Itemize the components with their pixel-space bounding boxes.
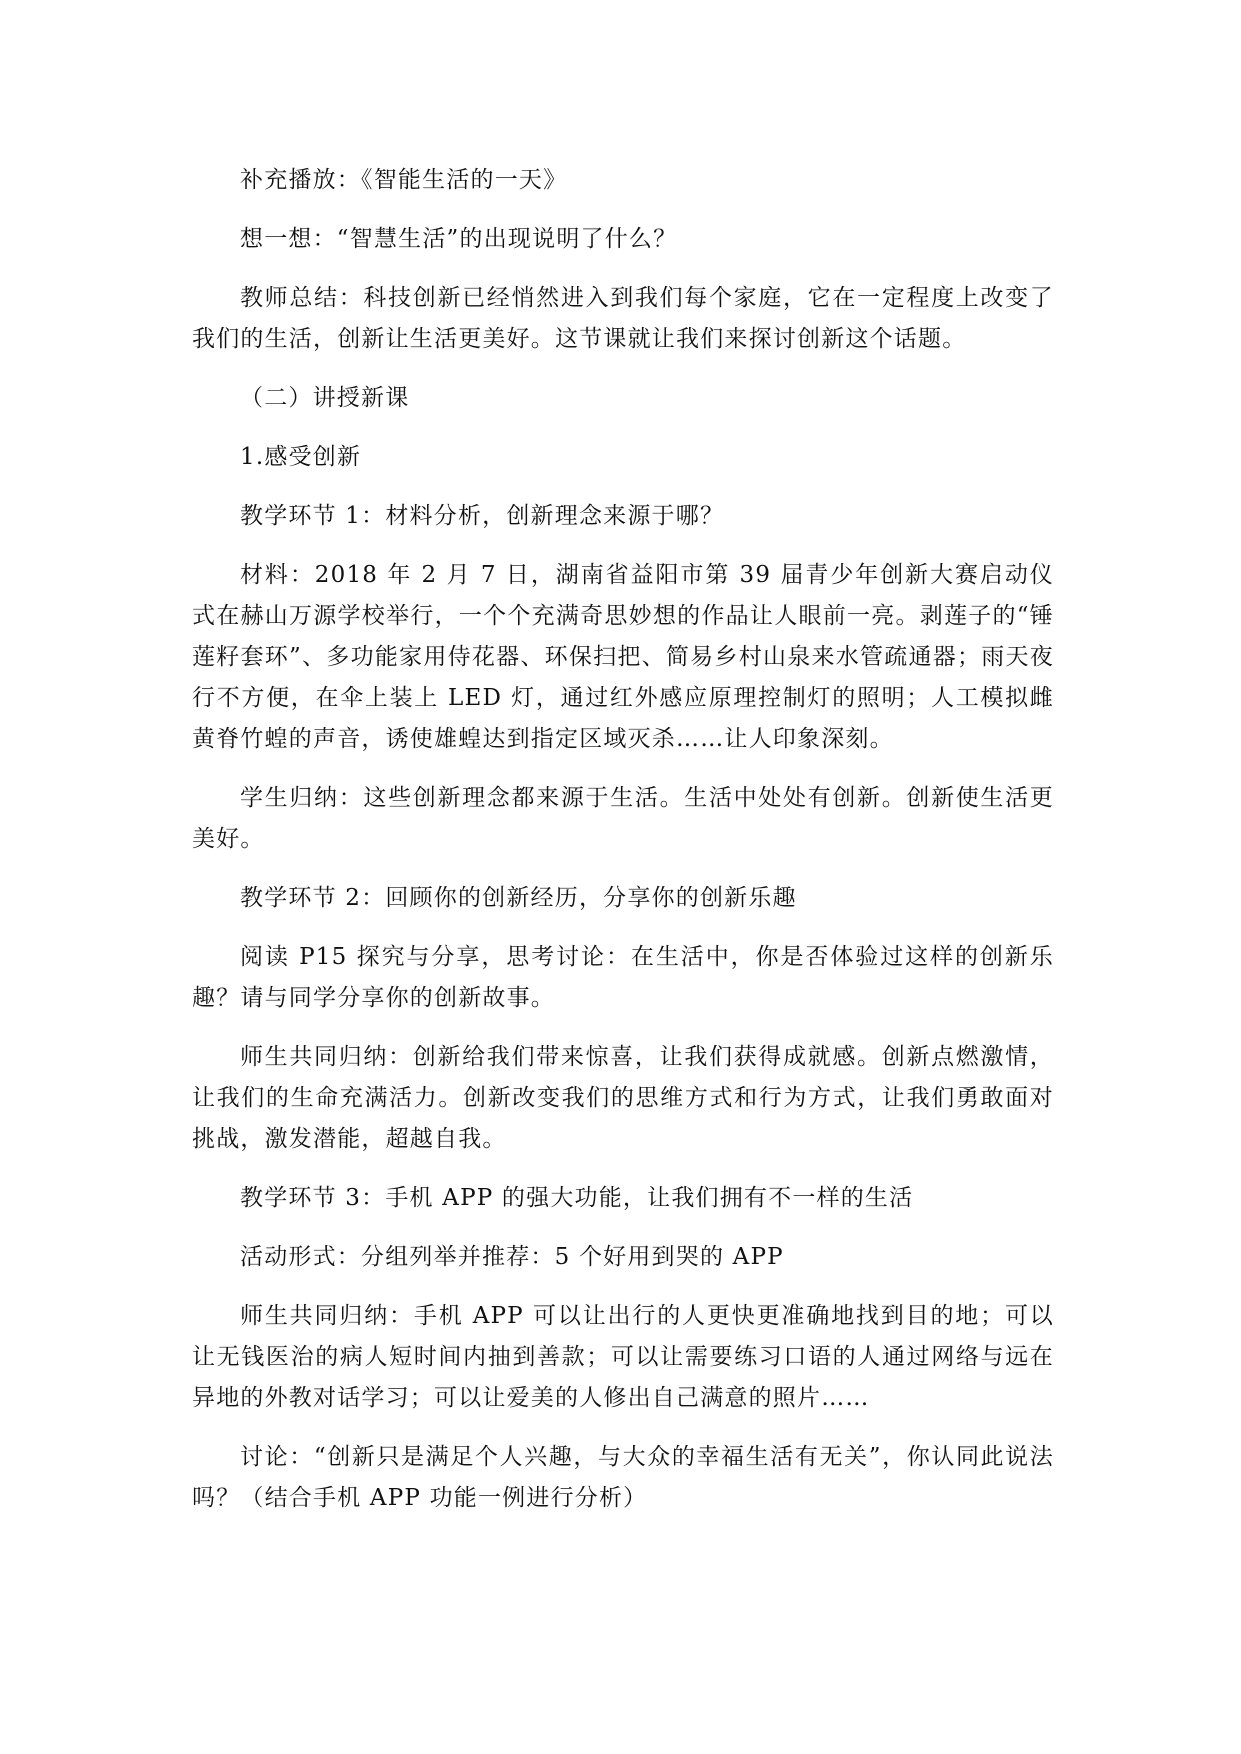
paragraph-reading: 阅读 P15 探究与分享，思考讨论：在生活中，你是否体验过这样的创新乐趣？请与同学分享你的创新故事。 [192, 944, 1054, 1011]
section-heading: （二）讲授新课 [240, 385, 410, 411]
paragraph-think: 想一想：“智慧生活”的出现说明了什么？ [240, 226, 678, 252]
paragraph-step-1: 教学环节 1：材料分析，创新理念来源于哪？ [240, 503, 725, 529]
paragraph-discussion: 讨论：“创新只是满足个人兴趣，与大众的幸福生活有无关”，你认同此说法吗？（结合手机 APP 功能一例进行分析） [192, 1444, 1054, 1511]
paragraph-material: 材料：2018 年 2 月 7 日，湖南省益阳市第 39 届青少年创新大赛启动仪式在赫山万源学校举行，一个个充满奇思妙想的作品让人眼前一亮。剥莲子的“锤莲籽套环”、多功能家用侍花器、环保扫把、简易乡村山泉来水管疏通器；雨天夜行不方便，在伞上装上 LED 灯，通过红外感应原理控制灯的照明；人工模拟雌黄脊竹蝗的声音，诱使雄蝗达到指定区域灭杀……让人印象深刻。 [192, 562, 1054, 752]
paragraph-step-3: 教学环节 3：手机 APP 的强大功能，让我们拥有不一样的生活 [240, 1185, 914, 1211]
paragraph-joint-summary-1: 师生共同归纳：创新给我们带来惊喜，让我们获得成就感。创新点燃激情，让我们的生命充满活力。创新改变我们的思维方式和行为方式，让我们勇敢面对挑战，激发潜能，超越自我。 [192, 1044, 1054, 1152]
paragraph-step-2: 教学环节 2：回顾你的创新经历，分享你的创新乐趣 [240, 885, 797, 911]
paragraph-teacher-summary: 教师总结：科技创新已经悄然进入到我们每个家庭，它在一定程度上改变了我们的生活，创新让生活更美好。这节课就让我们来探讨创新这个话题。 [192, 285, 1054, 352]
subsection-heading: 1.感受创新 [240, 444, 362, 470]
paragraph-joint-summary-2: 师生共同归纳：手机 APP 可以让出行的人更快更准确地找到目的地；可以让无钱医治的病人短时间内抽到善款；可以让需要练习口语的人通过网络与远在异地的外教对话学习；可以让爱美的人修出自己满意的照片…… [192, 1303, 1054, 1411]
paragraph-activity: 活动形式：分组列举并推荐：5 个好用到哭的 APP [240, 1244, 784, 1270]
document-body [192, 160, 1054, 1537]
paragraph-supplement: 补充播放：《智能生活的一天》 [240, 167, 568, 193]
paragraph-student-summary: 学生归纳：这些创新理念都来源于生活。生活中处处有创新。创新使生活更美好。 [192, 785, 1054, 852]
